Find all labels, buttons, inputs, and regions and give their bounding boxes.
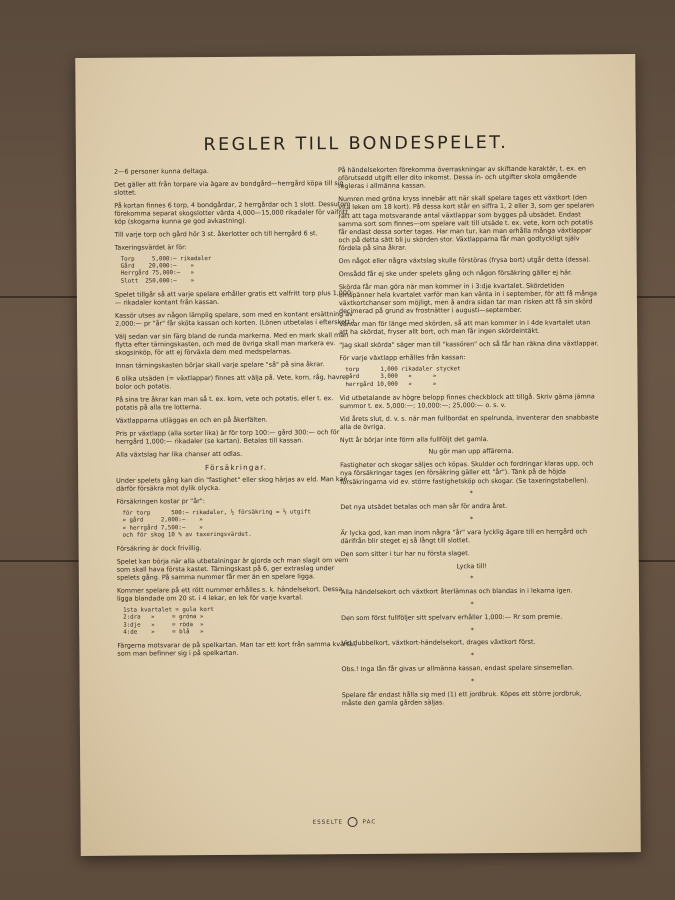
rule-paragraph: Vid årets slut, d. v. s. när man fullbordat en spelrunda, inventerar den snabbaste alla de övriga.	[339, 412, 599, 431]
rule-paragraph: Fastigheter och skogar säljes och köpas. Skulder och fordringar klaras upp, och nya försäkringar tages (en försäkring gäller ett "år"). Tänk på de höjda försäkringarna vid ev. större fastighetsköp och skogar. (Se taxeringstabellen).	[340, 459, 594, 486]
rule-paragraph: Kommer spelare på ett rött nummer erhålles s. k. händelsekort. Dessa ligga blandade om 20 st. i 4 lekar, en lek för varje kvartal.	[116, 585, 343, 603]
rule-paragraph: 2—6 personer kunna deltaga.	[113, 167, 209, 176]
value-table: 1sta kvartalet = gula kort 2:dra » = gröna » 3:dje » = röda » 4:de » = blå »	[123, 607, 214, 636]
page-title: REGLER TILL BONDESPELET.	[203, 132, 509, 156]
rule-paragraph: På sina tre åkrar kan man så t. ex. korn, vete och potatis, eller t. ex. potatis på alla tre lotterna.	[115, 393, 334, 412]
rule-paragraph: *	[470, 676, 475, 685]
rule-paragraph: Alla händelsekort och växtkort återlämnas och blandas in i lekarna igen.	[340, 586, 573, 597]
rule-paragraph: Alla växtslag har lika chanser att odlas.	[115, 449, 243, 459]
left-column	[114, 166, 357, 663]
printer-logo-icon	[348, 817, 358, 827]
rule-paragraph: På kortan finnes 6 torp, 4 bondgårdar, 2 herrgårdar och 1 slott. Dessutom förekomma separat skogslotter värda 4,000—15,000 rikadaler för vaifritt köp (skogarna kunna ge god avkastning).	[114, 199, 351, 226]
rule-paragraph: 6 olika utsäden (= växtlappar) finnes att välja på. Vete, korn, råg, havre, bolor och potatis.	[115, 372, 348, 391]
printer-mark-right: PAC	[362, 819, 377, 826]
rule-paragraph: Om något eller några växtslag skulle förstöras (frysa bort) utgår detta (dessa).	[338, 255, 591, 266]
rule-paragraph: Försäkring är dock frivillig.	[116, 544, 202, 553]
rule-paragraph: Kassör utses av någon lämplig spelare, som med en kontant ersättning av 2,000:— pr "år" får sköta kassan och korten. (Lönen utbetalas i efterskott.)	[114, 309, 355, 328]
rule-paragraph: Skörda får man göra när man kommer in i 3:dje kvartalet. Skördetiden omspänner hela kvartalet varför man kan vänta in i september, för att få många växtkortchanser som möjligt, men å andra sidan tar man risken att få sin skörd decimerad på grund av frostnätter i augusti—september.	[338, 281, 598, 316]
rule-paragraph: För varje växtlapp erhålles från kassan:	[339, 353, 466, 363]
rule-paragraph: Under spelets gång kan din "fastighet" eller skog härjas av eld. Man kan därför försäkra mot dylik olycka.	[116, 475, 348, 493]
rule-paragraph: Är lycka god, kan man inom några "år" vara lycklig ägare till en herrgård och därifrån blir steget ej så långt till slottet.	[340, 527, 588, 546]
rule-paragraph: "Jag skall skörda" säger man till "kassören" och så får han räkna dina växtlappar.	[339, 339, 599, 350]
rule-paragraph: Nu gör man upp affärerna.	[428, 447, 514, 456]
rules-sheet	[75, 54, 641, 856]
right-column	[338, 164, 604, 711]
rule-paragraph: Vid utbetalande av högre belopp finnes checkblock att tillgå. Skriv gärna jämna summor t. ex. 5,000:—; 10,000:—; 25,000:— o. s. v.	[339, 391, 595, 410]
rule-paragraph: Taxeringsvärdet är för:	[114, 242, 187, 252]
section-heading: Försäkringar.	[204, 462, 268, 472]
rule-paragraph: Den som sitter i tur har nu första slaget.	[340, 549, 470, 558]
rule-paragraph: Försäkringen kostar pr "år":	[116, 497, 205, 506]
rule-paragraph: Välj sedan var sin färg bland de runda markerna. Med en mark skall man flytta efter tärningskasten, och med de övriga skall man markera ev. skogsinköp, för att ej förväxla dem med medspelarnas.	[115, 330, 349, 357]
rule-paragraph: Pris pr växtlapp (alla sorter lika) är för torp 100:— gård 300:— och för herrgård 1,000:— rikadaler (se kartan). Betalas till kassan.	[115, 427, 340, 446]
rule-paragraph: Det gäller att från torpare via ägare av bondgård—herrgård köpa till sig slottet.	[114, 178, 344, 197]
value-table: torp 1,000 rikadaler stycket gård 3,000 » » herrgård 10,000 » »	[345, 366, 461, 388]
rule-paragraph: Numren med gröna kryss innebär att när skall spelare tages ett växtkort (den vita leken om 18 kort). På dessa kort står en siffra 1, 2 eller 3, som ger spelaren rätt att taga motsvarande antal växtlappar som bygges på ubsädet. Endast samma sort som finnes—om spelare valt till utsäde t. ex. vete, korn och potatis får endast dessa sorter tagas. Har man tur, kan man erhålla många växtlappar och på detta sätt bli ju skörden stor. Växtlapparna får man godtyckligt själv fördela på sina åkrar.	[338, 193, 595, 253]
rule-paragraph: *	[469, 489, 473, 498]
rule-paragraph: *	[469, 515, 474, 524]
rule-paragraph: *	[470, 625, 474, 634]
rule-paragraph: *	[470, 651, 475, 660]
rule-paragraph: Lycka till!	[456, 561, 487, 570]
rule-paragraph: Växtlapparna utläggas en och en på åkerfälten.	[115, 415, 268, 425]
rule-paragraph: Till varje torp och gård hör 3 st. åkerlotter och till herrgård 6 st.	[114, 229, 318, 239]
value-table: för torp 500:— rikadaler, ½ försäkring = ⅓ utgift » gård 2,000:— » » herrgård 7,500:— » och för skog 10 % av taxeringsvärdet.	[122, 509, 311, 539]
rule-paragraph: *	[470, 600, 474, 609]
rule-paragraph: Omsådd får ej ske under spelets gång och någon försäkring gäller ej här.	[338, 268, 573, 279]
rule-paragraph: *	[470, 574, 474, 583]
rule-paragraph: Väntar man för länge med skörden, så att man kommer in i 4de kvartalet utan att ha skördat, fryser allt bort, och man får ingen skördeintäkt.	[339, 318, 591, 337]
rule-paragraph: Spelet tillgår så att varje spelare erhåller gratis ett valfritt torp plus 1,000:— rikadaler kontant från kassan.	[114, 288, 354, 307]
rule-paragraph: Färgerna motsvarar de på spelkartan. Man tar ett kort från samma kvartal, som man befinner sig i på spelkartan.	[117, 640, 357, 659]
rule-paragraph: Obs.! Inga lån får givas ur allmänna kassan, endast spelare sinsemellan.	[341, 663, 574, 674]
rule-paragraph: Nytt år börjar inte förrn alla fullföljt det gamla.	[339, 434, 489, 444]
rule-paragraph: Det nya utsädet betalas och man sår för andra året.	[340, 502, 508, 512]
printer-mark-left: ESSELTE	[312, 819, 344, 826]
value-table: Torp 5,000:— rikadaler Gård 20,000:— » Herrgård 75,000:— » Slott 250,000:— »	[120, 255, 212, 285]
rule-paragraph: Spelet kan börja när alla utbetalningar är gjorda och man slagit om vem som skall hava första kastet. Tärningskast på 6, ger extraslag under spelets gång. På samma nummer får mer än en spelare ligga.	[116, 555, 349, 582]
rule-paragraph: Vid dubbelkort, växtkort-händelsekort, drages växtkort först.	[341, 638, 536, 648]
rule-paragraph: Spelare får endast hålla sig med (1) ett jordbruk. Köpes ett större jordbruk, måste den gamla gården säljas.	[341, 689, 582, 707]
printer-mark	[313, 817, 377, 827]
rule-paragraph: Innan tärningskasten börjar skall varje spelare "så" på sina åkrar.	[115, 360, 325, 370]
rule-paragraph: Den som först fullföljer sitt spelvarv erhåller 1,000:— Rr som premie.	[341, 612, 563, 622]
rule-paragraph: På händelsekorten förekomma överraskningar av skiftande karaktär, t. ex. en oförutsedd utgift eller dito inkomst. Dessa in- och utgifter skola omgående regleras i allmänna kassan.	[337, 164, 586, 191]
